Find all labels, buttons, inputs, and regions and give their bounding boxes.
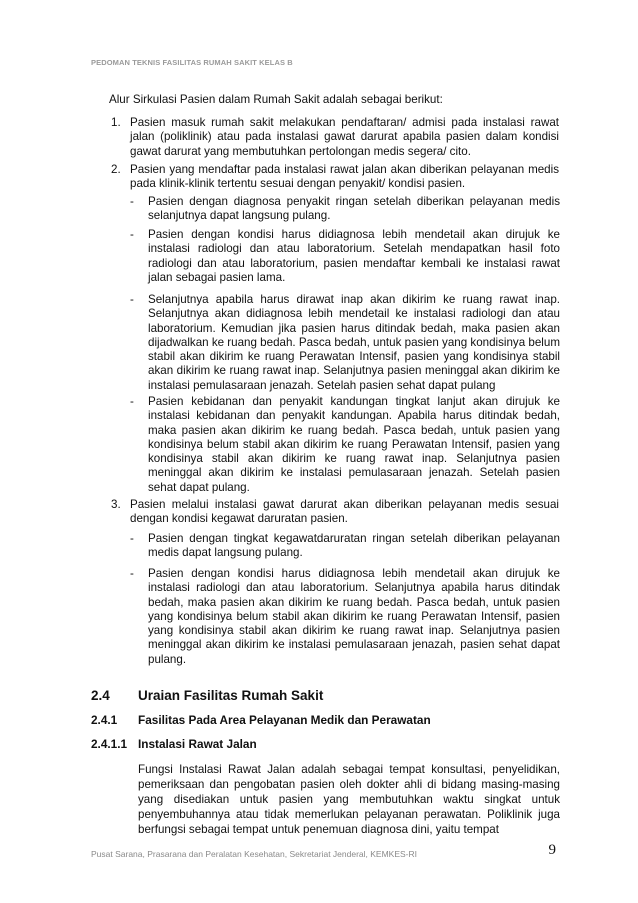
sub-item-text: Pasien dengan kondisi harus didiagnosa lebih mendetail akan dirujuk ke instalasi radiologi dan atau laboratorium. Setelah mendapatkan hasil foto radiologi dan atau laboratorium, pasien mendaftar kembali ke instalasi rawat jalan sebagai pasien lama. [148,228,560,284]
list-number: 3. [111,498,121,511]
subsubsection-title: Instalasi Rawat Jalan [138,737,257,751]
list-item-text: Pasien masuk rumah sakit melakukan pendaftaran/ admisi pada instalasi rawat jalan (poliklinik) atau pada instalasi gawat darurat apabila pasien dalam kondisi gawat darurat yang membutuhkan pertolongan medis segera/ cito. [130,116,559,158]
footer-text: Pusat Sarana, Prasarana dan Peralatan Kesehatan, Sekretariat Jenderal, KEMKES-RI [91,849,418,859]
sub-item-text: Pasien dengan kondisi harus didiagnosa lebih mendetail akan dirujuk ke instalasi radiologi dan atau laboratorium. Selanjutnya apabila harus ditindak bedah, maka pasien akan dikirim ke ruang bedah. Pasca bedah, untuk pasien yang kondisinya belum stabil akan dikirim ke ruang Perawatan Intensif, pasien yang kondisinya stabil akan dikirim ke ruang rawat inap. Selanjutnya pasien meninggal akan dikirim ke instalasi pemulasaraan jenazah, pasien sehat dapat pulang. [148,567,560,666]
sub-item-text: Pasien dengan tingkat kegawatdaruratan ringan setelah diberikan pelayanan medis dapat langsung pulang. [148,532,560,560]
list-item-text: Pasien yang mendaftar pada instalasi rawat jalan akan diberikan pelayanan medis pada klinik-klinik tertentu sesuai dengan penyakit/ kondisi pasien. [130,163,559,191]
list-number: 1. [111,116,121,129]
bullet-dash: - [130,395,134,408]
sub-item-text: Pasien kebidanan dan penyakit kandungan tingkat lanjut akan dirujuk ke instalasi kebidanan dan penyakit kandungan. Apabila harus ditindak bedah, maka pasien akan dikirim ke ruang bedah. Pasca bedah, untuk pasien yang kondisinya belum stabil akan dikirim ke ruang Perawatan Intensif, pasien yang kondisinya stabil akan dikirim ke ruang rawat inap. Selanjutnya pasien meninggal akan dikirim ke instalasi pemulasaraan jenazah. Setelah pasien sehat dapat pulang. [148,395,560,494]
section-number: 2.4 [91,688,110,703]
page-number: 9 [548,842,556,858]
body-paragraph: Fungsi Instalasi Rawat Jalan adalah sebagai tempat konsultasi, penyelidikan, pemeriksaan dan pengobatan pasien oleh dokter ahli di bidang masing-masing yang disediakan untuk pasien yang membutuhkan waktu singkat untuk penyembuhannya atau tidak memerlukan pelayanan perawatan. Poliklinik juga berfungsi sebagai tempat untuk penemuan diagnosa dini, yaitu tempat [138,763,560,836]
running-header: PEDOMAN TEKNIS FASILITAS RUMAH SAKIT KELAS B [91,58,293,67]
bullet-dash: - [130,195,134,208]
bullet-dash: - [130,532,134,545]
bullet-dash: - [130,293,134,306]
subsection-number: 2.4.1 [91,713,118,727]
list-item-text: Pasien melalui instalasi gawat darurat akan diberikan pelayanan medis sesuai dengan kondisi kegawat daruratan pasien. [130,498,559,526]
subsubsection-number: 2.4.1.1 [91,737,128,751]
sub-item-text: Pasien dengan diagnosa penyakit ringan setelah diberikan pelayanan medis selanjutnya dapat langsung pulang. [148,195,560,223]
intro-text: Alur Sirkulasi Pasien dalam Rumah Sakit adalah sebagai berikut: [109,93,443,106]
bullet-dash: - [130,228,134,241]
subsection-title: Fasilitas Pada Area Pelayanan Medik dan Perawatan [138,713,431,727]
bullet-dash: - [130,567,134,580]
sub-item-text: Selanjutnya apabila harus dirawat inap akan dikirim ke ruang rawat inap. Selanjutnya akan didiagnosa lebih mendetail ke instalasi radiologi dan atau laboratorium. Kemudian jika pasien harus ditindak bedah, maka pasien akan dijadwalkan ke ruang bedah. Pasca bedah, untuk pasien yang kondisinya belum stabil akan dikirim ke ruang Perawatan Intensif, pasien yang kondisinya stabil akan dikirim ke ruang rawat inap. Selanjutnya pasien meninggal akan dikirim ke instalasi pemulasaraan jenazah. Setelah pasien sehat dapat pulang [148,293,560,392]
list-number: 2. [111,163,121,176]
section-title: Uraian Fasilitas Rumah Sakit [138,688,324,703]
